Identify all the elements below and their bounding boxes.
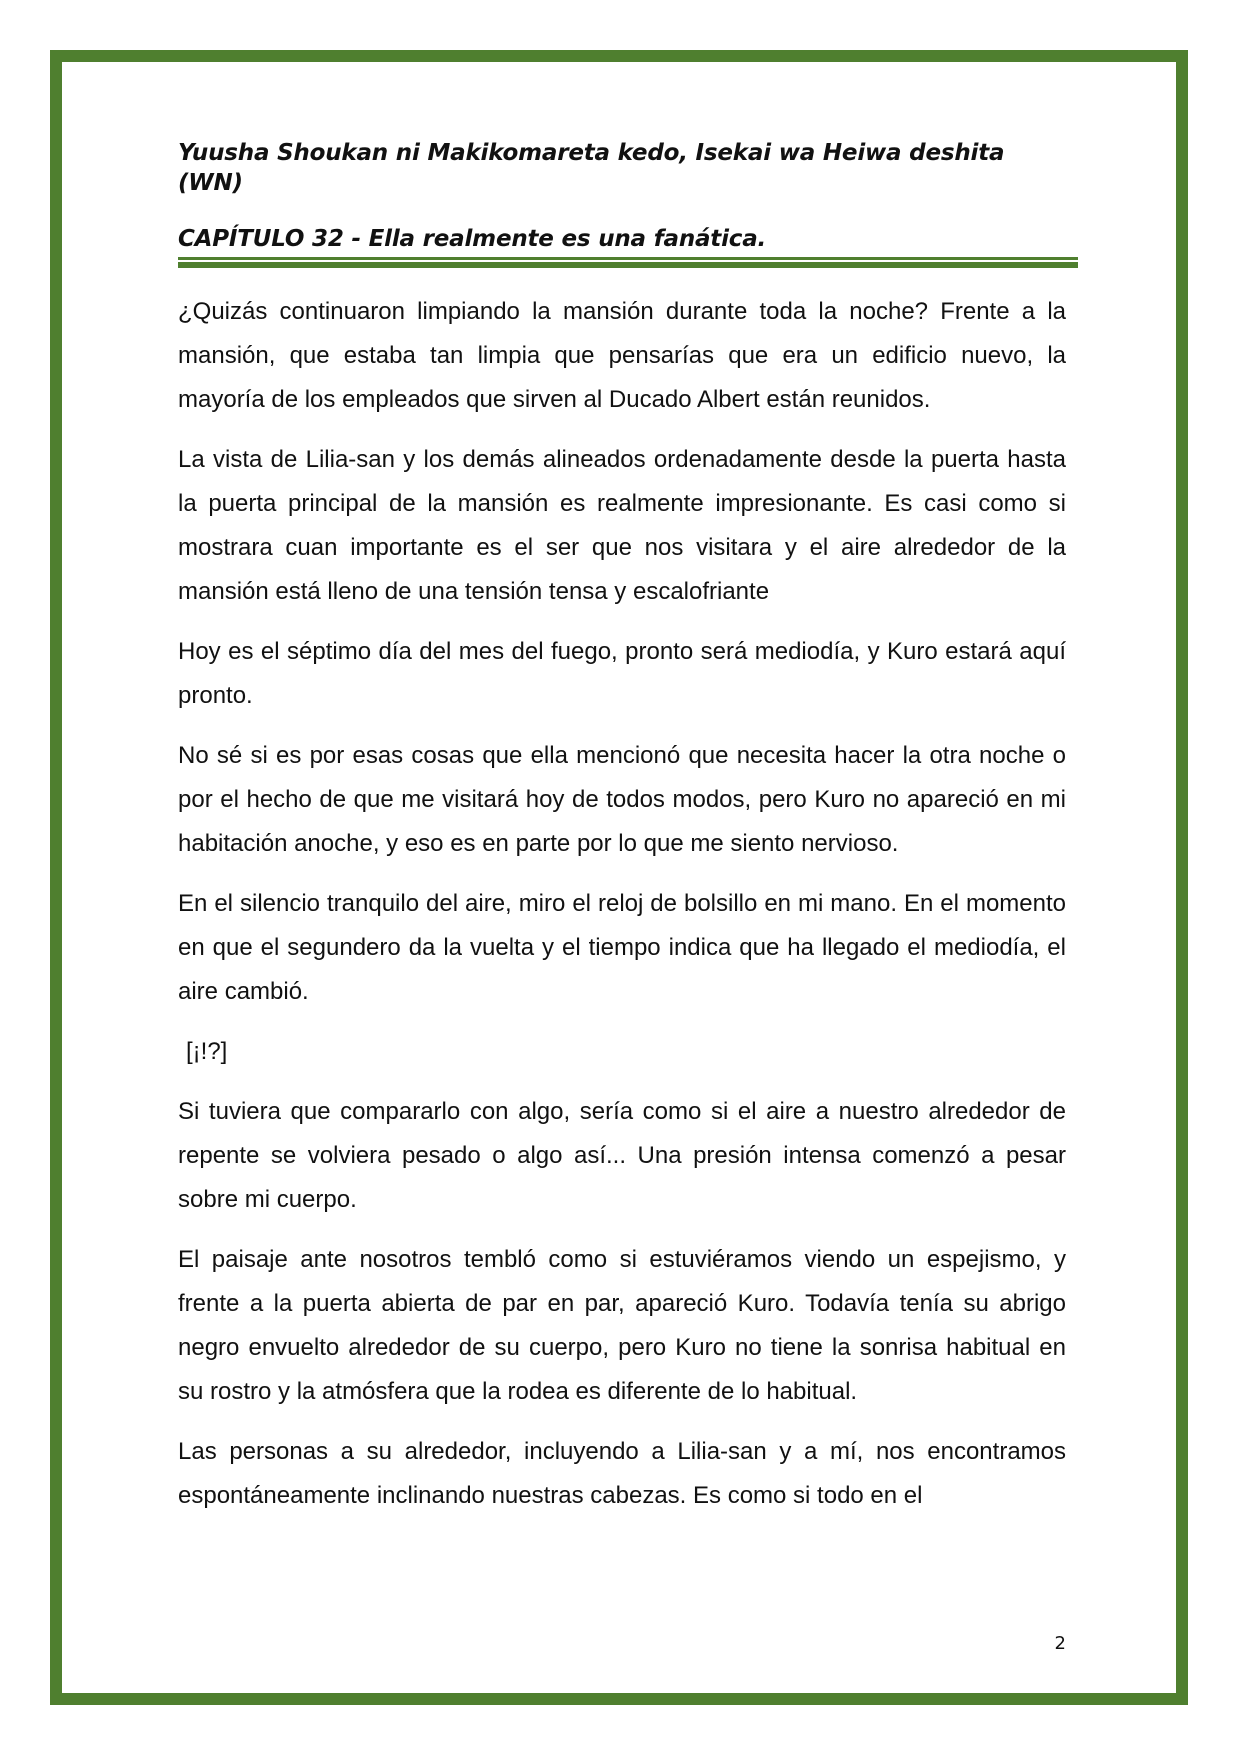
document-content xyxy=(178,138,1066,1534)
series-title: Yuusha Shoukan ni Makikomareta kedo, Isekai wa Heiwa deshita (WN) xyxy=(178,140,1005,196)
paragraph: El paisaje ante nosotros tembló como si estuviéramos viendo un espejismo, y frente a la puerta abierta de par en par, apareció Kuro. Todavía tenía su abrigo negro envuelto alrededor de su cuerpo, pero Kuro no tiene la sonrisa habitual en su rostro y la atmósfera que la rodea es diferente de lo habitual. xyxy=(178,1246,1066,1405)
paragraph: No sé si es por esas cosas que ella mencionó que necesita hacer la otra noche o por el hecho de que me visitará hoy de todos modos, pero Kuro no apareció en mi habitación anoche, y eso es en parte por lo que me siento nervioso. xyxy=(178,742,1066,857)
page-number: 2 xyxy=(1054,1633,1066,1654)
paragraph-interjection: [¡!?] xyxy=(186,1038,228,1065)
paragraph: Hoy es el séptimo día del mes del fuego, pronto será mediodía, y Kuro estará aquí pronto. xyxy=(178,638,1066,709)
paragraph: ¿Quizás continuaron limpiando la mansión durante toda la noche? Frente a la mansión, que estaba tan limpia que pensarías que era un edificio nuevo, la mayoría de los empleados que sirven al Ducado Albert están reunidos. xyxy=(178,298,1066,413)
chapter-body xyxy=(178,290,1066,1518)
paragraph: Si tuviera que compararlo con algo, sería como si el aire a nuestro alrededor de repente se volviera pesado o algo así... Una presión intensa comenzó a pesar sobre mi cuerpo. xyxy=(178,1098,1066,1213)
title-underline-divider xyxy=(178,257,1078,268)
paragraph: En el silencio tranquilo del aire, miro el reloj de bolsillo en mi mano. En el momento en que el segundero da la vuelta y el tiempo indica que ha llegado el mediodía, el aire cambió. xyxy=(178,890,1066,1005)
paragraph: Las personas a su alrededor, incluyendo a Lilia-san y a mí, nos encontramos espontáneamente inclinando nuestras cabezas. Es como si todo en el xyxy=(178,1438,1066,1509)
chapter-title: CAPÍTULO 32 - Ella realmente es una fanática. xyxy=(178,226,767,252)
paragraph: La vista de Lilia-san y los demás alineados ordenadamente desde la puerta hasta la puerta principal de la mansión es realmente impresionante. Es casi como si mostrara cuan importante es el ser que nos visitara y el aire alrededor de la mansión está lleno de una tensión tensa y escalofriante xyxy=(178,446,1066,605)
